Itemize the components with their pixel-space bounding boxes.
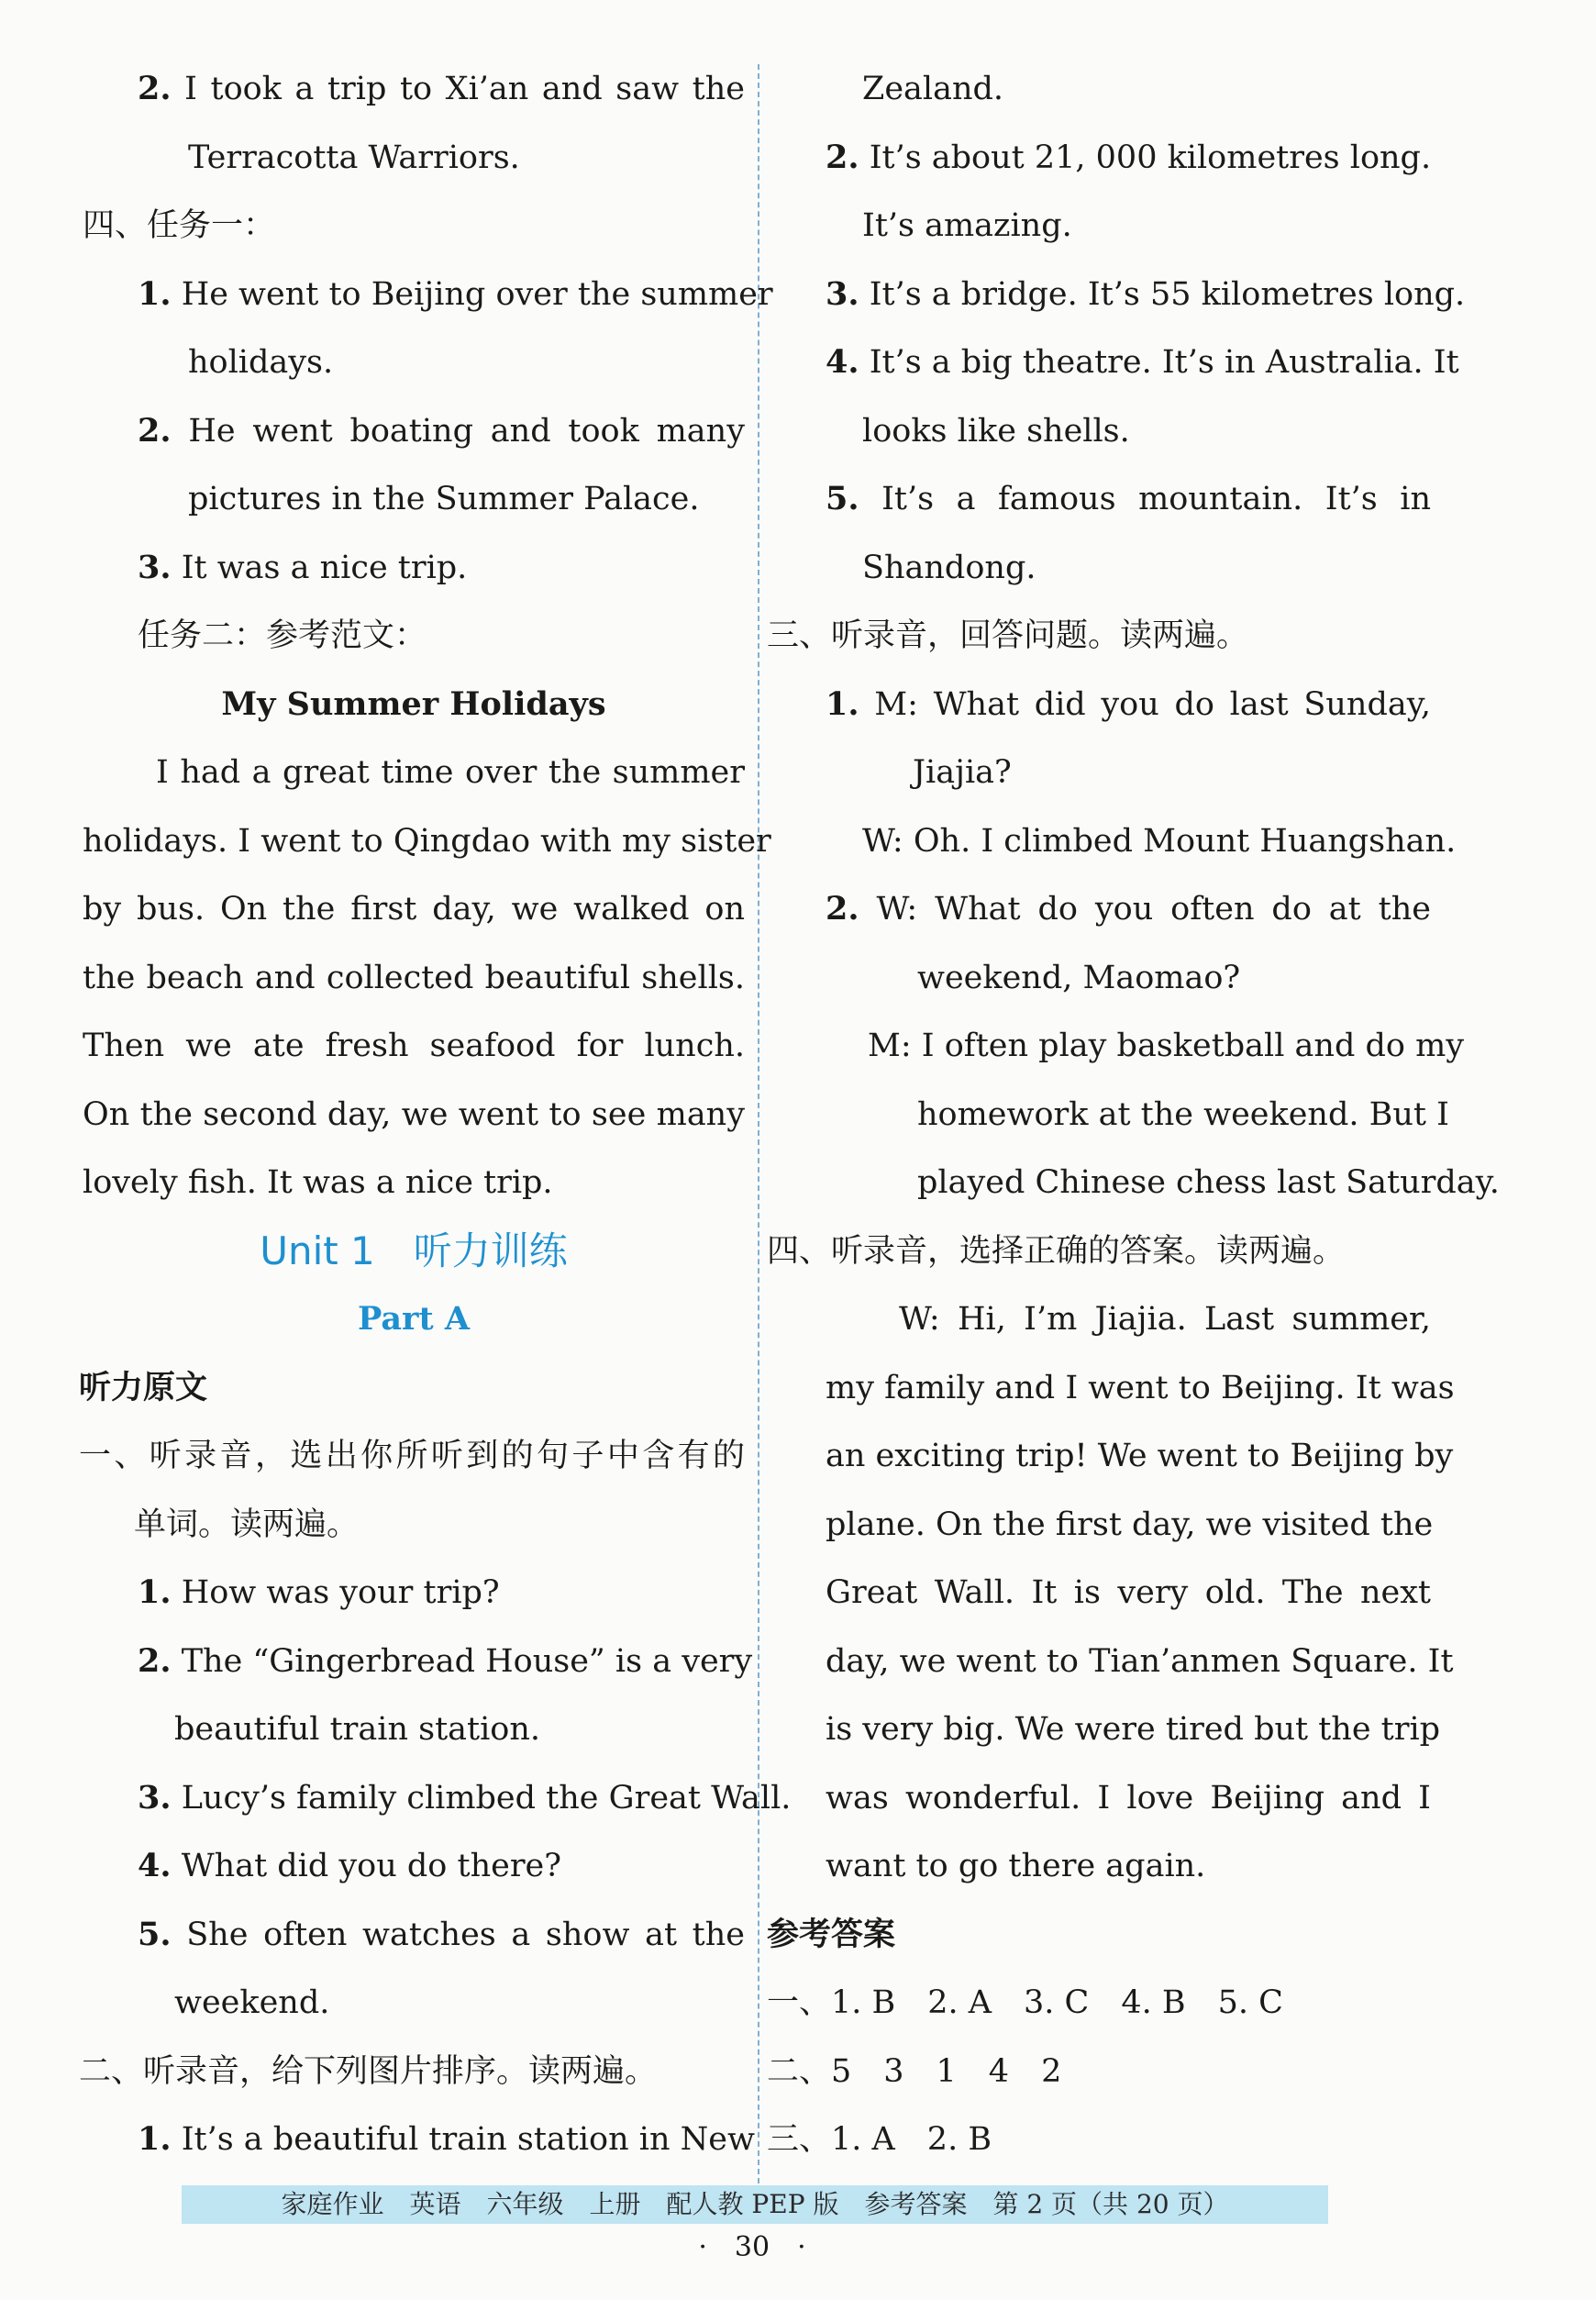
answers-heading: 参考答案 xyxy=(767,1916,896,1953)
task-heading: 任务二：参考范文： xyxy=(138,617,427,654)
question-heading: 单词。读两遍。 xyxy=(134,1506,360,1543)
right-column xyxy=(767,55,1500,2174)
dialogue-line: W: Oh. I climbed Mount Huangshan. xyxy=(862,822,1457,860)
question-heading: 二、听录音，给下列图片排序。读两遍。 xyxy=(79,2052,658,2090)
item-number: 2. xyxy=(138,70,172,107)
item-text: What did you do there? xyxy=(181,1848,562,1884)
part-title: Part A xyxy=(357,1300,470,1338)
answer-line xyxy=(83,534,745,603)
passage-line: an exciting trip! We went to Beijing by xyxy=(826,1438,1454,1474)
item-text: M: What did you do last Sunday, xyxy=(874,685,1431,723)
transcript-line xyxy=(83,1901,745,1970)
essay-line: lovely fish. It was a nice trip. xyxy=(83,1164,553,1201)
question-heading: 三、听录音，回答问题。读两遍。 xyxy=(767,617,1249,654)
text-line: Zealand. xyxy=(862,71,1004,107)
item-text: She often watches a show at the xyxy=(186,1916,745,1953)
transcript-line xyxy=(83,1832,745,1901)
item-text: It’s a bridge. It’s 55 kilometres long. xyxy=(869,275,1466,313)
item-text: He went to Beijing over the summer xyxy=(181,275,773,313)
item-number: 1. xyxy=(826,684,859,723)
item-text: It was a nice trip. xyxy=(181,549,468,586)
item-number: 1. xyxy=(138,274,172,313)
text-line: homework at the weekend. But I xyxy=(917,1095,1449,1133)
text-line: Shandong. xyxy=(862,549,1036,586)
essay-line: the beach and collected beautiful shells. xyxy=(83,959,745,996)
passage-line: W: Hi, I’m Jiajia. Last summer, xyxy=(899,1301,1431,1338)
text-line: weekend, Maomao? xyxy=(917,959,1241,996)
item-number: 3. xyxy=(138,548,172,586)
text-line: holidays. xyxy=(188,344,334,381)
footer-banner: 家庭作业 英语 六年级 上册 配人教 PEP 版 参考答案 第 2 页（共 20 页） xyxy=(182,2185,1328,2224)
item-text: W: What do you often do at the xyxy=(876,891,1431,928)
section-heading: 四、任务一： xyxy=(83,207,276,244)
item-number: 2. xyxy=(826,890,859,928)
item-number: 2. xyxy=(826,138,859,176)
question-heading: 四、听录音，选择正确的答案。读两遍。 xyxy=(767,1232,1346,1270)
item-number: 3. xyxy=(138,1778,172,1817)
item-number: 5. xyxy=(138,1915,172,1953)
item-text: It’s about 21, 000 kilometres long. xyxy=(869,139,1432,176)
item-number: 4. xyxy=(138,1847,172,1884)
item-text: It’s a famous mountain. It’s in xyxy=(881,481,1431,517)
passage-line: is very big. We were tired but the trip xyxy=(826,1711,1441,1748)
transcript-heading: 听力原文 xyxy=(79,1369,208,1406)
answer-line xyxy=(83,55,745,124)
question-heading: 一、听录音，选出你所听到的句子中含有的 xyxy=(79,1438,745,1474)
transcript-line xyxy=(770,261,1466,329)
item-text: I took a trip to Xi’an and saw the xyxy=(184,71,745,107)
item-number: 1. xyxy=(138,2120,172,2158)
essay-line: On the second day, we went to see many xyxy=(83,1095,745,1133)
passage-line: want to go there again. xyxy=(826,1848,1206,1884)
essay-line: by bus. On the first day, we walked on xyxy=(83,891,745,928)
text-line: Terracotta Warriors. xyxy=(188,139,520,176)
essay-line: I had a great time over the summer xyxy=(156,754,745,791)
item-number: 2. xyxy=(138,1641,172,1680)
transcript-line xyxy=(770,465,1431,534)
passage-line: was wonderful. I love Beijing and I xyxy=(826,1779,1431,1817)
item-number: 2. xyxy=(138,411,172,450)
text-line: It’s amazing. xyxy=(862,207,1072,244)
item-text: It’s a beautiful train station in New xyxy=(181,2121,755,2158)
unit-title: Unit 1 听力训练 xyxy=(260,1228,568,1273)
text-line: Jiajia? xyxy=(913,754,1012,791)
page-number: · 30 · xyxy=(698,2231,806,2263)
item-text: The “Gingerbread House” is a very xyxy=(181,1642,753,1680)
text-line: played Chinese chess last Saturday. xyxy=(917,1164,1500,1201)
column-divider xyxy=(758,64,759,2183)
transcript-line xyxy=(83,1559,745,1628)
answer-line xyxy=(83,261,773,329)
passage-line: plane. On the first day, we visited the xyxy=(826,1506,1434,1543)
item-number: 5. xyxy=(826,480,859,517)
item-number: 3. xyxy=(826,274,859,313)
answer-row: 二、5 3 1 4 2 xyxy=(767,2052,1062,2090)
item-text: He went boating and took many xyxy=(188,412,745,450)
essay-line: holidays. I went to Qingdao with my sister xyxy=(83,822,771,860)
passage-line: my family and I went to Beijing. It was xyxy=(826,1369,1455,1406)
dialogue-line: M: I often play basketball and do my xyxy=(868,1028,1465,1064)
transcript-line xyxy=(83,1764,792,1833)
transcript-line xyxy=(770,124,1431,193)
item-text: How was your trip? xyxy=(181,1574,500,1611)
dialogue-line xyxy=(770,671,1431,739)
text-line: pictures in the Summer Palace. xyxy=(188,481,700,517)
text-line: weekend. xyxy=(174,1984,330,2021)
transcript-line xyxy=(83,1628,753,1696)
transcript-line xyxy=(770,328,1459,397)
item-text: It’s a big theatre. It’s in Australia. It xyxy=(869,344,1459,381)
item-number: 1. xyxy=(138,1573,172,1611)
dialogue-line xyxy=(770,875,1431,944)
essay-title: My Summer Holidays xyxy=(221,684,606,723)
text-line: looks like shells. xyxy=(862,412,1130,450)
transcript-line xyxy=(83,2106,755,2174)
item-number: 4. xyxy=(826,343,859,381)
left-column xyxy=(79,55,792,2174)
passage-line: day, we went to Tian’anmen Square. It xyxy=(826,1642,1454,1680)
answer-line xyxy=(83,397,745,466)
answer-row: 三、1. A 2. B xyxy=(767,2121,992,2158)
text-line: beautiful train station. xyxy=(174,1711,541,1748)
item-text: Lucy’s family climbed the Great Wall. xyxy=(181,1779,792,1817)
essay-line: Then we ate fresh seafood for lunch. xyxy=(83,1028,745,1064)
answer-row: 一、1. B 2. A 3. C 4. B 5. C xyxy=(767,1984,1283,2021)
passage-line: Great Wall. It is very old. The next xyxy=(826,1574,1431,1611)
